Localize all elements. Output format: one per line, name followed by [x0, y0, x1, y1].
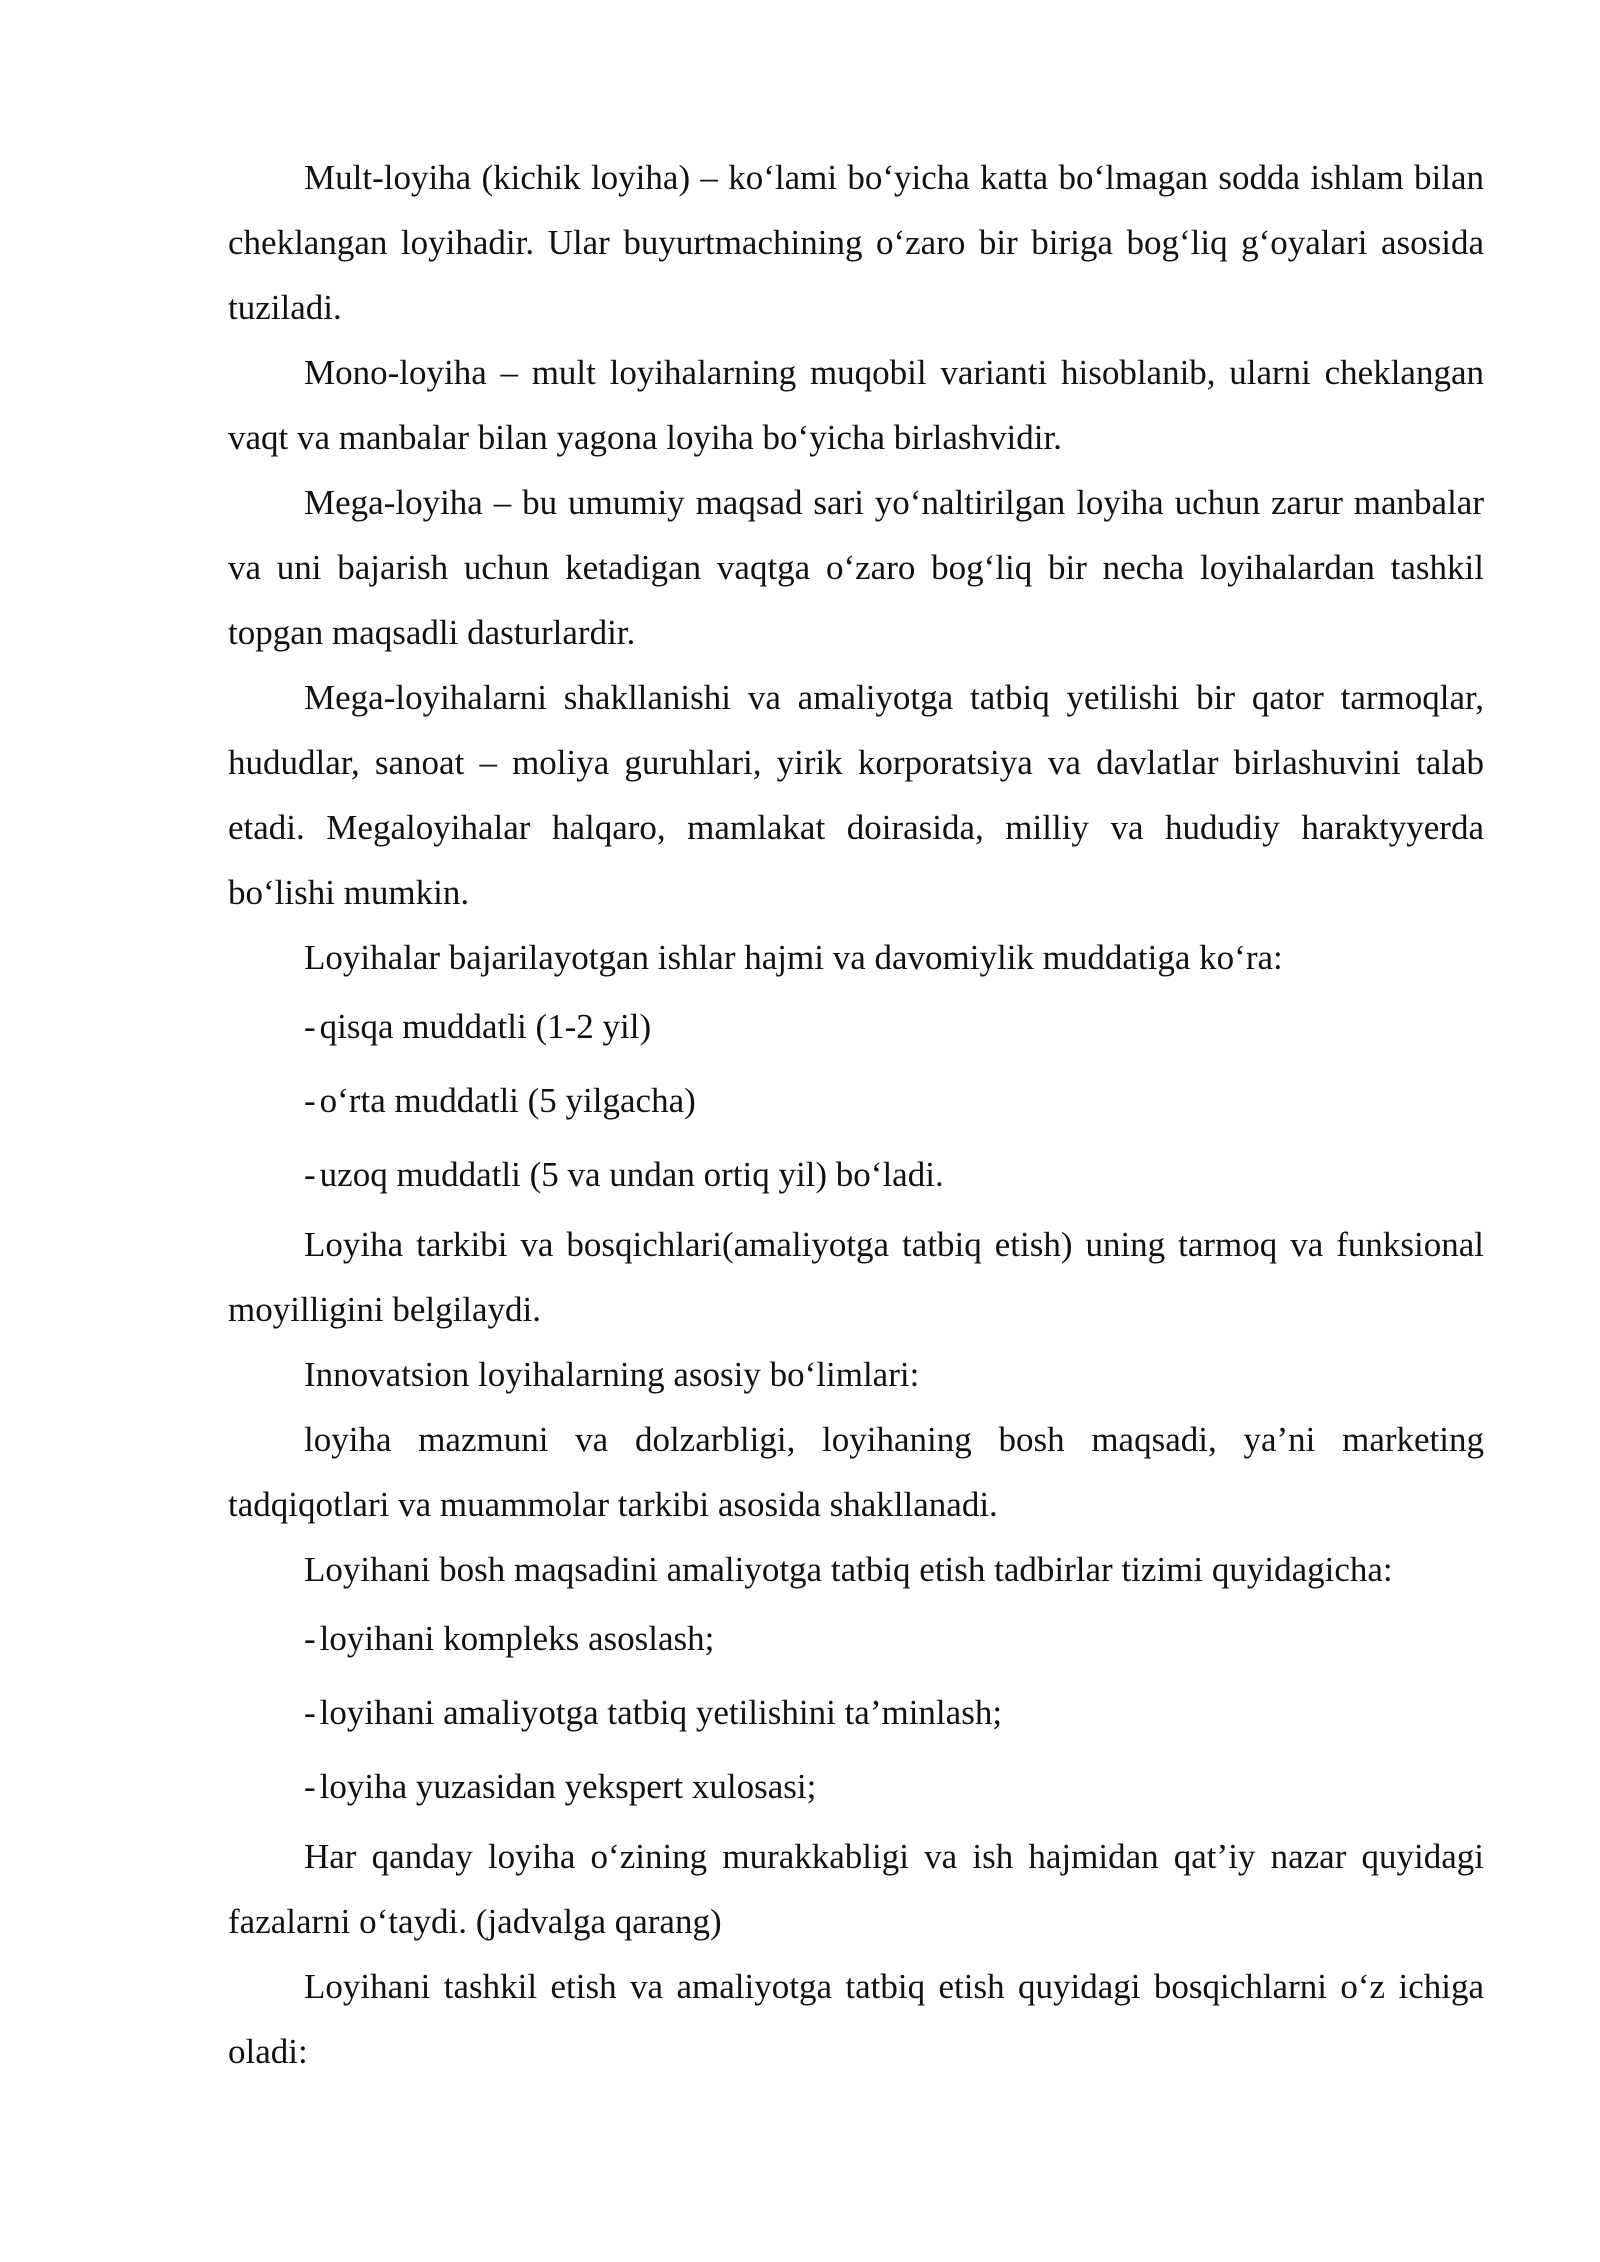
- paragraph-mono-loyiha: Mono-loyiha – mult loyihalarning muqobil varianti hisoblanib, ularni cheklangan vaqt va manbalar bilan yagona loyiha bo‘yicha birlashvidir.: [228, 353, 1484, 457]
- duration-list: [228, 990, 1484, 1212]
- dash-bullet: -: [304, 1155, 316, 1194]
- list-item: [228, 1750, 1484, 1824]
- paragraph-muddat-intro: Loyihalar bajarilayotgan ishlar hajmi va davomiylik muddatiga ko‘ra:: [304, 938, 1283, 977]
- paragraph-innovatsion-bolimlar: Innovatsion loyihalarning asosiy bo‘limlari:: [304, 1355, 920, 1394]
- list-item: [228, 1676, 1484, 1750]
- paragraph-mega-loyihalar-shakllanishi: Mega-loyihalarni shakllanishi va amaliyotga tatbiq yetilishi bir qator tarmoqlar, hududlar, sanoat – moliya guruhlari, yirik korporatsiya va davlatlar birlashuvini talab etadi. Megaloyihalar halqaro, mamlakat doirasida, milliy va hududiy haraktyyerda bo‘lishi mumkin.: [228, 678, 1484, 912]
- paragraph-mega-loyiha: Mega-loyiha – bu umumiy maqsad sari yo‘naltirilgan loyiha uchun zarur manbalar va uni bajarish uchun ketadigan vaqtga o‘zaro bog‘liq bir necha loyihalardan tashkil topgan maqsadli dasturlardir.: [228, 483, 1484, 652]
- list-item: [228, 1138, 1484, 1212]
- paragraph-loyiha-mazmuni: loyiha mazmuni va dolzarbligi, loyihaning bosh maqsadi, ya’ni marketing tadqiqotlari va muammolar tarkibi asosida shakllanadi.: [228, 1420, 1484, 1524]
- list-item-text: loyihani kompleks asoslash;: [319, 1619, 715, 1658]
- list-item-text: o‘rta muddatli (5 yilgacha): [319, 1081, 696, 1120]
- list-item-text: uzoq muddatli (5 va undan ortiq yil) bo‘ladi.: [319, 1155, 944, 1194]
- paragraph-tadbirlar-tizimi: Loyihani bosh maqsadini amaliyotga tatbiq etish tadbirlar tizimi quyidagicha:: [304, 1550, 1393, 1589]
- paragraph-mult-loyiha: Mult-loyiha (kichik loyiha) – ko‘lami bo‘yicha katta bo‘lmagan sodda ishlam bilan cheklangan loyihadir. Ular buyurtmachining o‘zaro bir biriga bog‘liq g‘oyalari asosida tuziladi.: [228, 158, 1484, 327]
- dash-bullet: -: [304, 1693, 316, 1732]
- list-item-text: qisqa muddatli (1-2 yil): [319, 1007, 652, 1046]
- dash-bullet: -: [304, 1007, 316, 1046]
- list-item-text: loyiha yuzasidan yekspert xulosasi;: [319, 1767, 817, 1806]
- measures-list: [228, 1602, 1484, 1824]
- list-item: [228, 1602, 1484, 1676]
- list-item: [228, 1064, 1484, 1138]
- paragraph-loyiha-tarkibi: Loyiha tarkibi va bosqichlari(amaliyotga tatbiq etish) uning tarmoq va funksional moyilligini belgilaydi.: [228, 1225, 1484, 1329]
- dash-bullet: -: [304, 1081, 316, 1120]
- document-page: [228, 145, 1484, 2084]
- list-item: [228, 990, 1484, 1064]
- dash-bullet: -: [304, 1767, 316, 1806]
- paragraph-bosqichlar: Loyihani tashkil etish va amaliyotga tatbiq etish quyidagi bosqichlarni o‘z ichiga oladi:: [228, 1967, 1484, 2071]
- paragraph-fazalar: Har qanday loyiha o‘zining murakkabligi va ish hajmidan qat’iy nazar quyidagi fazalarni o‘taydi. (jadvalga qarang): [228, 1837, 1484, 1941]
- list-item-text: loyihani amaliyotga tatbiq yetilishini ta’minlash;: [319, 1693, 1003, 1732]
- dash-bullet: -: [304, 1619, 316, 1658]
